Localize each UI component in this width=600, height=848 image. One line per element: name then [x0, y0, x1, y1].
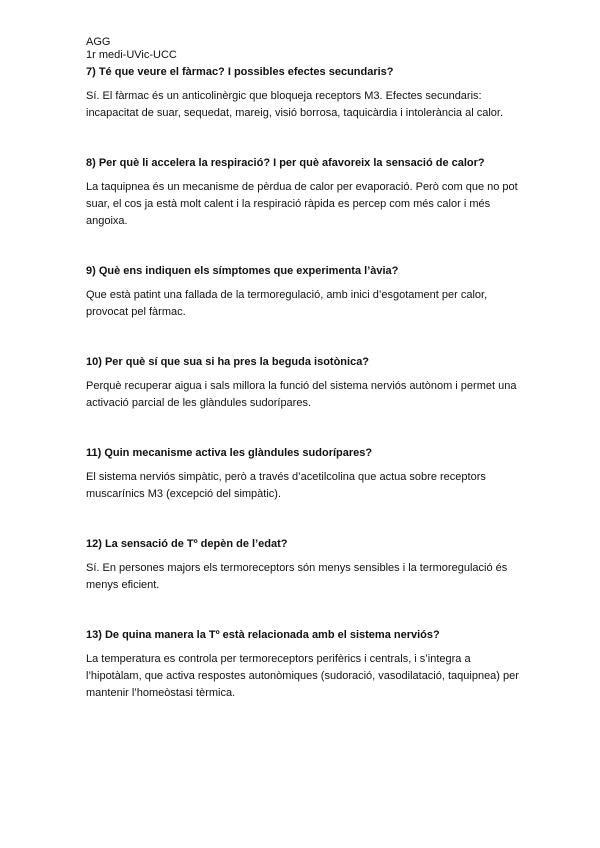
question-8: 8) Per què li accelera la respiració? I per què afavoreix la sensació de calor?	[86, 157, 485, 169]
document-page	[86, 36, 526, 702]
course-label: 1r medi-UVic-UCC	[86, 49, 177, 61]
answer-7: Sí. El fàrmac és un anticolinèrgic que bloqueja receptors M3. Efectes secundaris: incapacitat de suar, sequedat, mareig, visió borrosa, taquicàrdia i intolerància al calor.	[86, 90, 504, 119]
answer-12: Sí. En persones majors els termoreceptors són menys sensibles i la termoregulació és menys eficient.	[86, 562, 508, 591]
qa-item-7	[86, 65, 526, 122]
qa-item-8	[86, 156, 526, 230]
answer-13: La temperatura es controla per termoreceptors perifèrics i centrals, i s’integra a l’hipotàlam, que activa respostes autonòmiques (sudoració, vasodilatació, taquipnea) per mantenir l’homeòstasi tèrmica.	[86, 653, 519, 699]
question-13: 13) De quina manera la Tº està relacionada amb el sistema nerviós?	[86, 629, 440, 641]
qa-item-9	[86, 264, 526, 321]
qa-item-12	[86, 537, 526, 594]
question-9: 9) Què ens indiquen els símptomes que experimenta l’àvia?	[86, 265, 399, 277]
answer-10: Perquè recuperar aigua i sals millora la funció del sistema nerviós autònom i permet una activació parcial de les glàndules sudorípares.	[86, 380, 517, 409]
question-7: 7) Té que veure el fàrmac? I possibles efectes secundaris?	[86, 66, 394, 78]
answer-9: Que està patint una fallada de la termoregulació, amb inici d’esgotament per calor, provocat pel fàrmac.	[86, 289, 488, 318]
qa-item-11	[86, 446, 526, 503]
question-12: 12) La sensació de Tº depèn de l’edat?	[86, 538, 288, 550]
question-10: 10) Per què sí que sua si ha pres la beguda isotònica?	[86, 356, 370, 368]
qa-item-13	[86, 628, 526, 702]
author-initials: AGG	[86, 36, 111, 48]
question-11: 11) Quin mecanisme activa les glàndules sudorípares?	[86, 447, 373, 459]
qa-item-10	[86, 355, 526, 412]
answer-11: El sistema nerviós simpàtic, però a través d’acetilcolina que actua sobre receptors muscarínics M3 (excepció del simpàtic).	[86, 471, 486, 500]
answer-8: La taquipnea és un mecanisme de pèrdua de calor per evaporació. Però com que no pot suar, el cos ja està molt calent i la respiració ràpida es percep com més calor i més angoixa.	[86, 181, 518, 227]
